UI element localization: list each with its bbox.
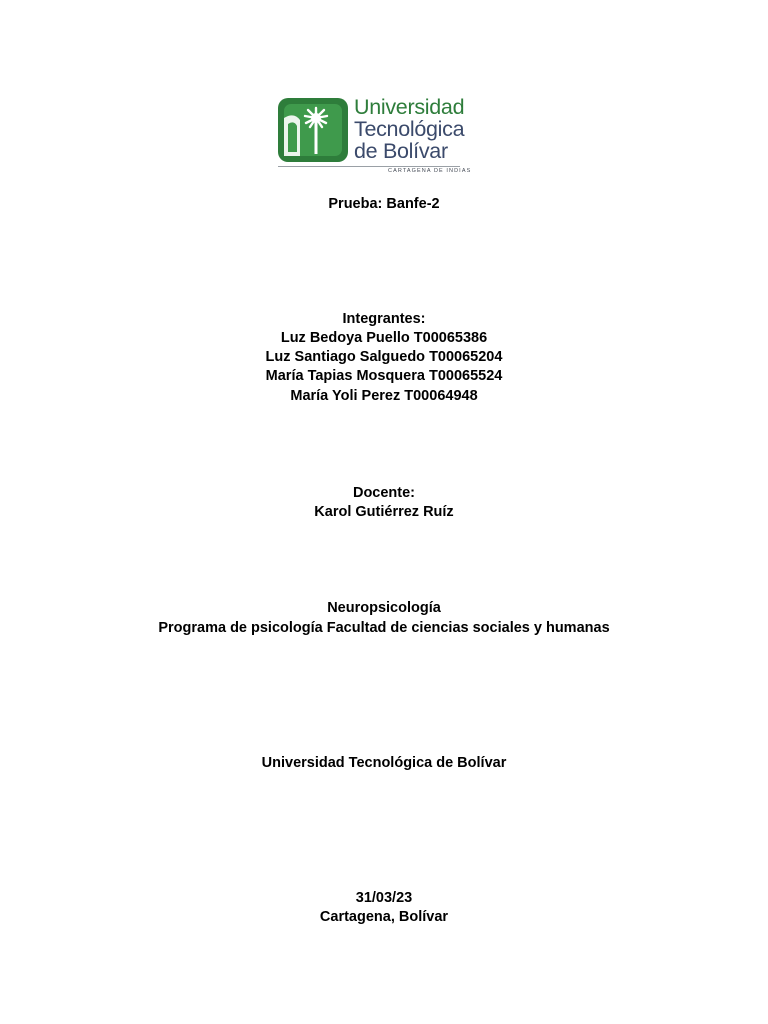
course-program: Programa de psicología Facultad de ciencias sociales y humanas bbox=[158, 620, 610, 636]
teacher-name: Karol Gutiérrez Ruíz bbox=[314, 504, 454, 520]
member-name: Luz Santiago Salguedo T00065204 bbox=[265, 349, 503, 365]
members-heading: Integrantes: bbox=[342, 311, 426, 327]
palm-tree-emblem-icon bbox=[278, 98, 348, 162]
logo-line-2: Tecnológica bbox=[354, 117, 465, 141]
university-logo bbox=[278, 95, 472, 178]
document-date: 31/03/23 bbox=[355, 890, 413, 906]
institution-name: Universidad Tecnológica de Bolívar bbox=[261, 755, 507, 771]
logo-line-3: de Bolívar bbox=[354, 139, 448, 163]
logo-divider bbox=[278, 166, 460, 167]
member-name: Luz Bedoya Puello T00065386 bbox=[280, 330, 488, 346]
document-place: Cartagena, Bolívar bbox=[319, 909, 449, 925]
teacher-heading: Docente: bbox=[352, 485, 416, 501]
document-title: Prueba: Banfe-2 bbox=[328, 196, 440, 212]
logo-wordmark bbox=[354, 96, 464, 162]
course-subject: Neuropsicología bbox=[327, 600, 441, 616]
logo-tagline: CARTAGENA DE INDIAS bbox=[388, 168, 472, 174]
member-name: María Yoli Perez T00064948 bbox=[290, 388, 478, 404]
logo-line-1: Universidad bbox=[354, 95, 465, 119]
member-name: María Tapias Mosquera T00065524 bbox=[265, 368, 503, 384]
